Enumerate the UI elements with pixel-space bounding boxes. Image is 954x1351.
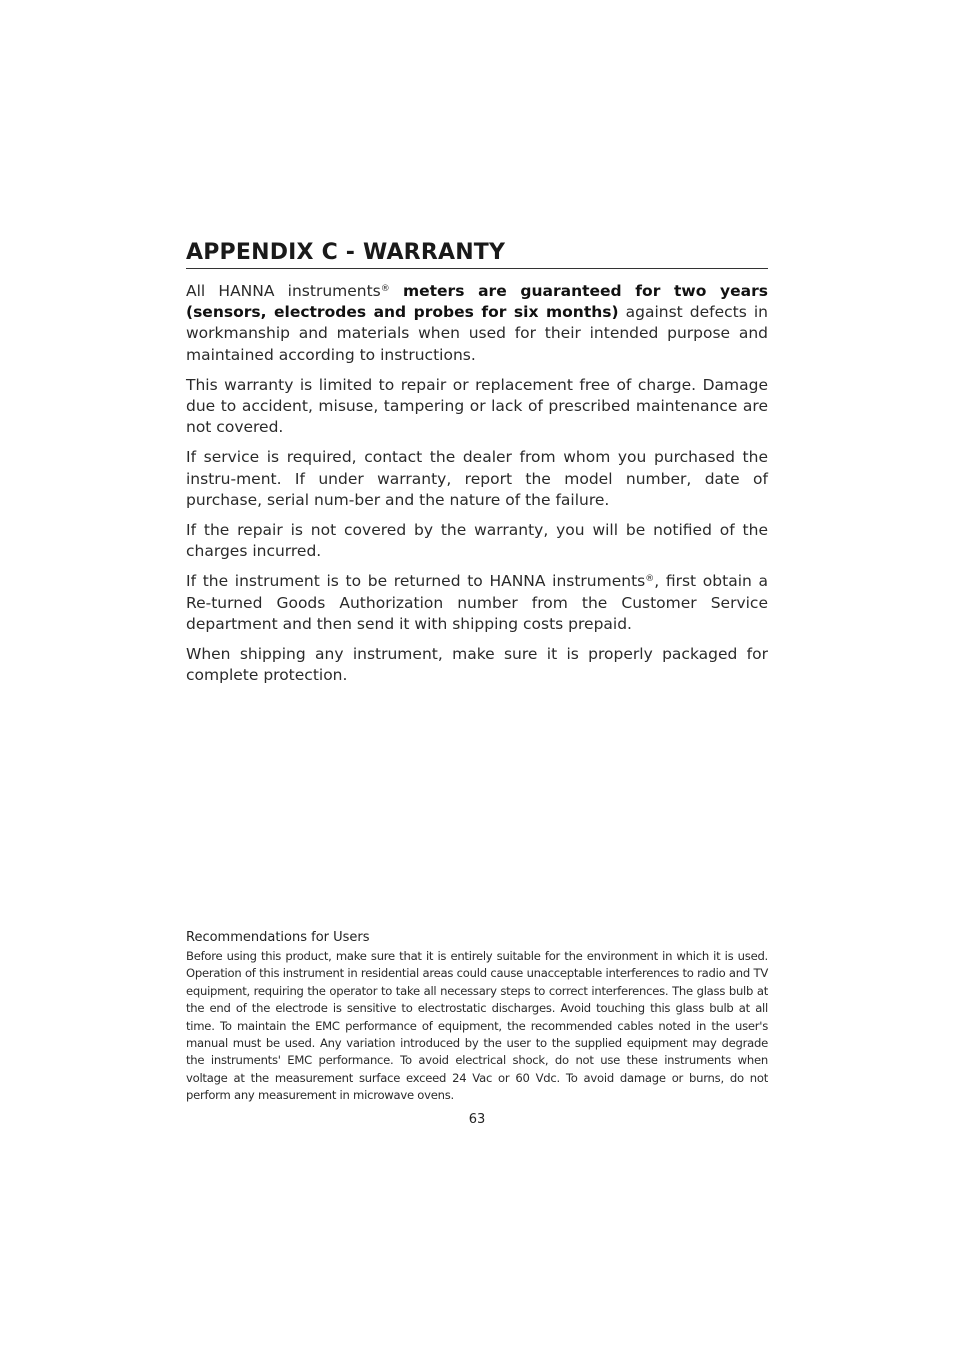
warranty-paragraph-6: When shipping any instrument, make sure it is properly packaged for complete protection. bbox=[186, 645, 768, 685]
title-underline bbox=[186, 268, 768, 269]
warranty-period: meters are guaranteed for two years (sensors, electrodes and probes for six months) bbox=[186, 282, 768, 322]
warranty-body bbox=[186, 281, 768, 695]
warranty-paragraph-4: If the repair is not covered by the warranty, you will be notified of the charges incurred. bbox=[186, 521, 768, 561]
return-instructions: , first obtain a Re-turned Goods Authorization number from the Customer Service department and then send it with shipping costs prepaid. bbox=[186, 572, 768, 633]
page-title: APPENDIX C - WARRANTY bbox=[186, 240, 506, 265]
warranty-paragraph-5 bbox=[186, 571, 768, 635]
warranty-paragraph-1 bbox=[186, 281, 768, 366]
return-intro: If the instrument is to be returned to HANNA instruments bbox=[186, 572, 646, 591]
warranty-scope: against defects in workmanship and materials when used for their intended purpose and maintained according to instructions. bbox=[186, 303, 768, 364]
registered-mark: ® bbox=[645, 574, 655, 585]
warranty-paragraph-2: This warranty is limited to repair or replacement free of charge. Damage due to accident, misuse, tampering or lack of prescribed maintenance are not covered. bbox=[186, 375, 768, 437]
recommendations-text: Before using this product, make sure that it is entirely suitable for the environment in which it is used. Operation of this instrument in residential areas could cause unacceptable interferences to radio and TV equipment, requiring the operator to take all necessary steps to correct interferences. The glass bulb at the end of the electrode is sensitive to electrostatic discharges. Avoid touching this glass bulb at all time. To maintain the EMC performance of equipment, the recommended cables noted in the user's manual must be used. Any variation introduced by the user to the supplied equipment may degrade the instruments' EMC performance. To avoid electrical shock, do not use these instruments when voltage at the measurement surface exceed 24 Vac or 60 Vdc. To avoid damage or burns, do not perform any measurement in microwave ovens. bbox=[186, 949, 768, 1103]
registered-mark: ® bbox=[380, 284, 390, 294]
warranty-paragraph-3: If service is required, contact the dealer from whom you purchased the instru-ment. If under warranty, report the model number, date of purchase, serial num-ber and the nature of the failure. bbox=[186, 448, 768, 509]
warranty-intro: All HANNA instruments bbox=[186, 282, 381, 300]
page-number: 63 bbox=[468, 1112, 486, 1127]
recommendations-title: Recommendations for Users bbox=[186, 930, 370, 945]
